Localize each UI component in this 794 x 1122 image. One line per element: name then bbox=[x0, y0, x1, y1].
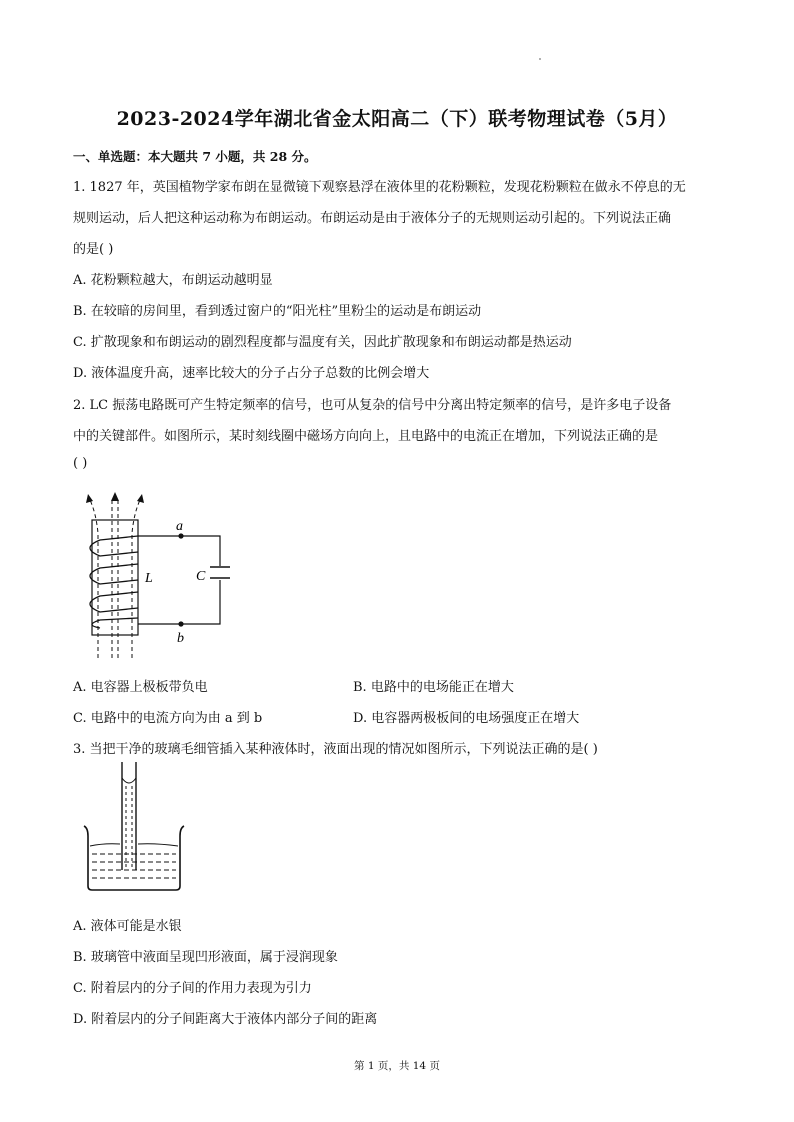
q1-option-b: B. 在较暗的房间里，看到透过窗户的“阳光柱”里粉尘的运动是布朗运动 bbox=[73, 304, 482, 319]
q1-stem-line-3: 的是( ) bbox=[73, 242, 114, 257]
lc-circuit-figure bbox=[70, 488, 250, 663]
beaker-outline bbox=[84, 826, 184, 890]
section-heading: 一、单选题：本大题共 7 小题，共 28 分。 bbox=[73, 149, 317, 164]
q1-stem-line-2: 规则运动，后人把这种运动称为布朗运动。布朗运动是由于液体分子的无规则运动引起的。下列说法正确 bbox=[73, 211, 672, 226]
q1-option-d: D. 液体温度升高，速率比较大的分子占分子总数的比例会增大 bbox=[73, 366, 430, 381]
tube-liquid bbox=[126, 786, 132, 868]
q2-stem-line-3: ( ) bbox=[73, 456, 88, 471]
field-arrow-heads bbox=[86, 492, 144, 503]
liquid-body bbox=[90, 844, 178, 878]
q2-option-d: D. 电容器两极板间的电场强度正在增大 bbox=[353, 711, 580, 726]
label-b: b bbox=[177, 631, 184, 646]
q3-option-d: D. 附着层内的分子间距离大于液体内部分子间的距离 bbox=[73, 1012, 378, 1027]
q1-option-a: A. 花粉颗粒越大，布朗运动越明显 bbox=[73, 273, 273, 288]
meniscus-concave bbox=[122, 778, 136, 783]
q1-option-c: C. 扩散现象和布朗运动的剧烈程度都与温度有关，因此扩散现象和布朗运动都是热运动 bbox=[73, 335, 572, 350]
q2-option-b: B. 电路中的电场能正在增大 bbox=[353, 680, 514, 695]
label-C: C bbox=[196, 569, 206, 584]
label-L: L bbox=[145, 571, 153, 586]
capacitor-symbol bbox=[210, 567, 230, 578]
scan-speck bbox=[539, 58, 541, 60]
q1-stem-line-1: 1. 1827 年，英国植物学家布朗在显微镜下观察悬浮在液体里的花粉颗粒，发现花粉颗粒在做永不停息的无 bbox=[73, 180, 686, 195]
q3-stem: 3. 当把干净的玻璃毛细管插入某种液体时，液面出现的情况如图所示，下列说法正确的是( ) bbox=[73, 742, 598, 757]
q2-option-a: A. 电容器上极板带负电 bbox=[73, 680, 208, 695]
q2-stem-line-1: 2. LC 振荡电路既可产生特定频率的信号，也可从复杂的信号中分离出特定频率的信号，是许多电子设备 bbox=[73, 398, 672, 413]
coil-windings bbox=[90, 536, 138, 628]
exam-title: 2023-2024学年湖北省金太阳高二（下）联考物理试卷（5月） bbox=[116, 108, 678, 130]
q3-option-a: A. 液体可能是水银 bbox=[73, 919, 182, 934]
page-footer: 第 1 页，共 14 页 bbox=[354, 1060, 440, 1072]
node-a bbox=[178, 533, 183, 538]
q2-stem-line-2: 中的关键部件。如图所示，某时刻线圈中磁场方向向上，且电路中的电流正在增加，下列说法正确的是 bbox=[73, 429, 659, 444]
q2-option-c: C. 电路中的电流方向为由 a 到 b bbox=[73, 711, 263, 726]
q3-option-b: B. 玻璃管中液面呈现凹形液面，属于浸润现象 bbox=[73, 950, 338, 965]
capillary-figure bbox=[80, 758, 190, 893]
magnetic-field-lines bbox=[90, 498, 140, 658]
label-a: a bbox=[176, 519, 183, 534]
q3-option-c: C. 附着层内的分子间的作用力表现为引力 bbox=[73, 981, 312, 996]
node-b bbox=[178, 621, 183, 626]
